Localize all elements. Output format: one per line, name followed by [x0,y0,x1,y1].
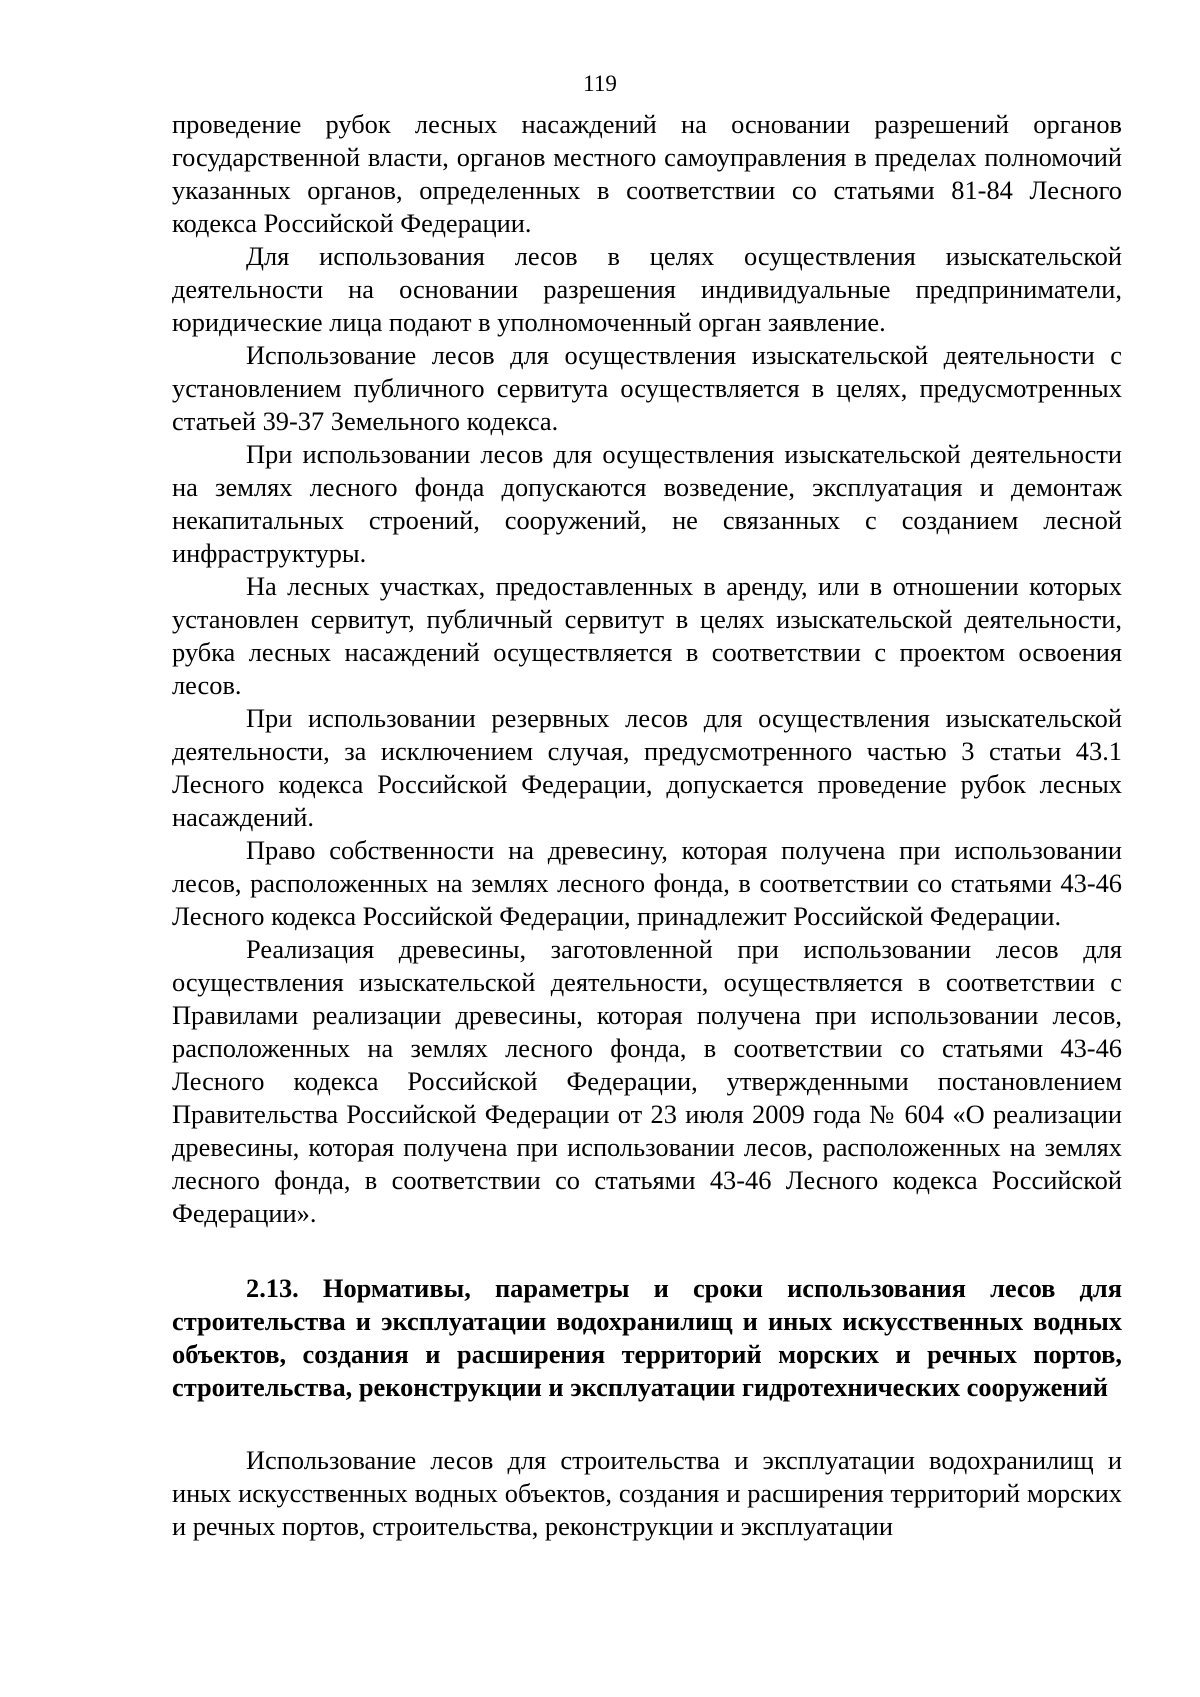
paragraph: Право собственности на древесину, которая получена при использовании лесов, расположенных на землях лесного фонда, в соответствии со статьями 43-46 Лесного кодекса Российской Федерации, принадлежит Российской Федерации. [172,835,1122,931]
paragraph: На лесных участках, предоставленных в аренду, или в отношении которых установлен сервитут, публичный сервитут в целях изыскательской деятельности, рубка лесных насаждений осуществляется в соответствии с проектом освоения лесов. [172,571,1122,700]
page-number: 119 [583,71,617,96]
section-paragraph: Использование лесов для строительства и эксплуатации водохранилищ и иных искусственных водных объектов, создания и расширения территорий морских и речных портов, строительства, реконструкции и эксплуатации [172,1445,1122,1541]
paragraph: проведение рубок лесных насаждений на основании разрешений органов государственной власти, органов местного самоуправления в пределах полномочий указанных органов, определенных в соответствии со статьями 81-84 Лесного кодекса Российской Федерации. [172,109,1122,238]
paragraph: При использовании резервных лесов для осуществления изыскательской деятельности, за исключением случая, предусмотренного частью 3 статьи 43.1 Лесного кодекса Российской Федерации, допускается проведение рубок лесных насаждений. [172,703,1122,832]
document-body [172,108,1122,1543]
paragraph: При использовании лесов для осуществления изыскательской деятельности на землях лесного фонда допускаются возведение, эксплуатация и демонтаж некапитальных строений, сооружений, не связанных с созданием лесной инфраструктуры. [172,439,1122,568]
paragraph: Для использования лесов в целях осуществления изыскательской деятельности на основании разрешения индивидуальные предприниматели, юридические лица подают в уполномоченный орган заявление. [172,241,1122,337]
paragraph: Использование лесов для осуществления изыскательской деятельности с установлением публичного сервитута осуществляется в целях, предусмотренных статьей 39-37 Земельного кодекса. [172,340,1122,436]
paragraph: Реализация древесины, заготовленной при использовании лесов для осуществления изыскательской деятельности, осуществляется в соответствии с Правилами реализации древесины, которая получена при использовании лесов, расположенных на землях лесного фонда, в соответствии со статьями 43-46 Лесного кодекса Российской Федерации, утвержденными постановлением Правительства Российской Федерации от 23 июля 2009 года № 604 «О реализации древесины, которая получена при использовании лесов, расположенных на землях лесного фонда, в соответствии со статьями 43-46 Лесного кодекса Российской Федерации». [172,934,1122,1228]
section-heading: 2.13. Нормативы, параметры и сроки использования лесов для строительства и эксплуатации водохранилищ и иных искусственных водных объектов, создания и расширения территорий морских и речных портов, строительства, реконструкции и эксплуатации гидротехнических сооружений [172,1273,1122,1402]
